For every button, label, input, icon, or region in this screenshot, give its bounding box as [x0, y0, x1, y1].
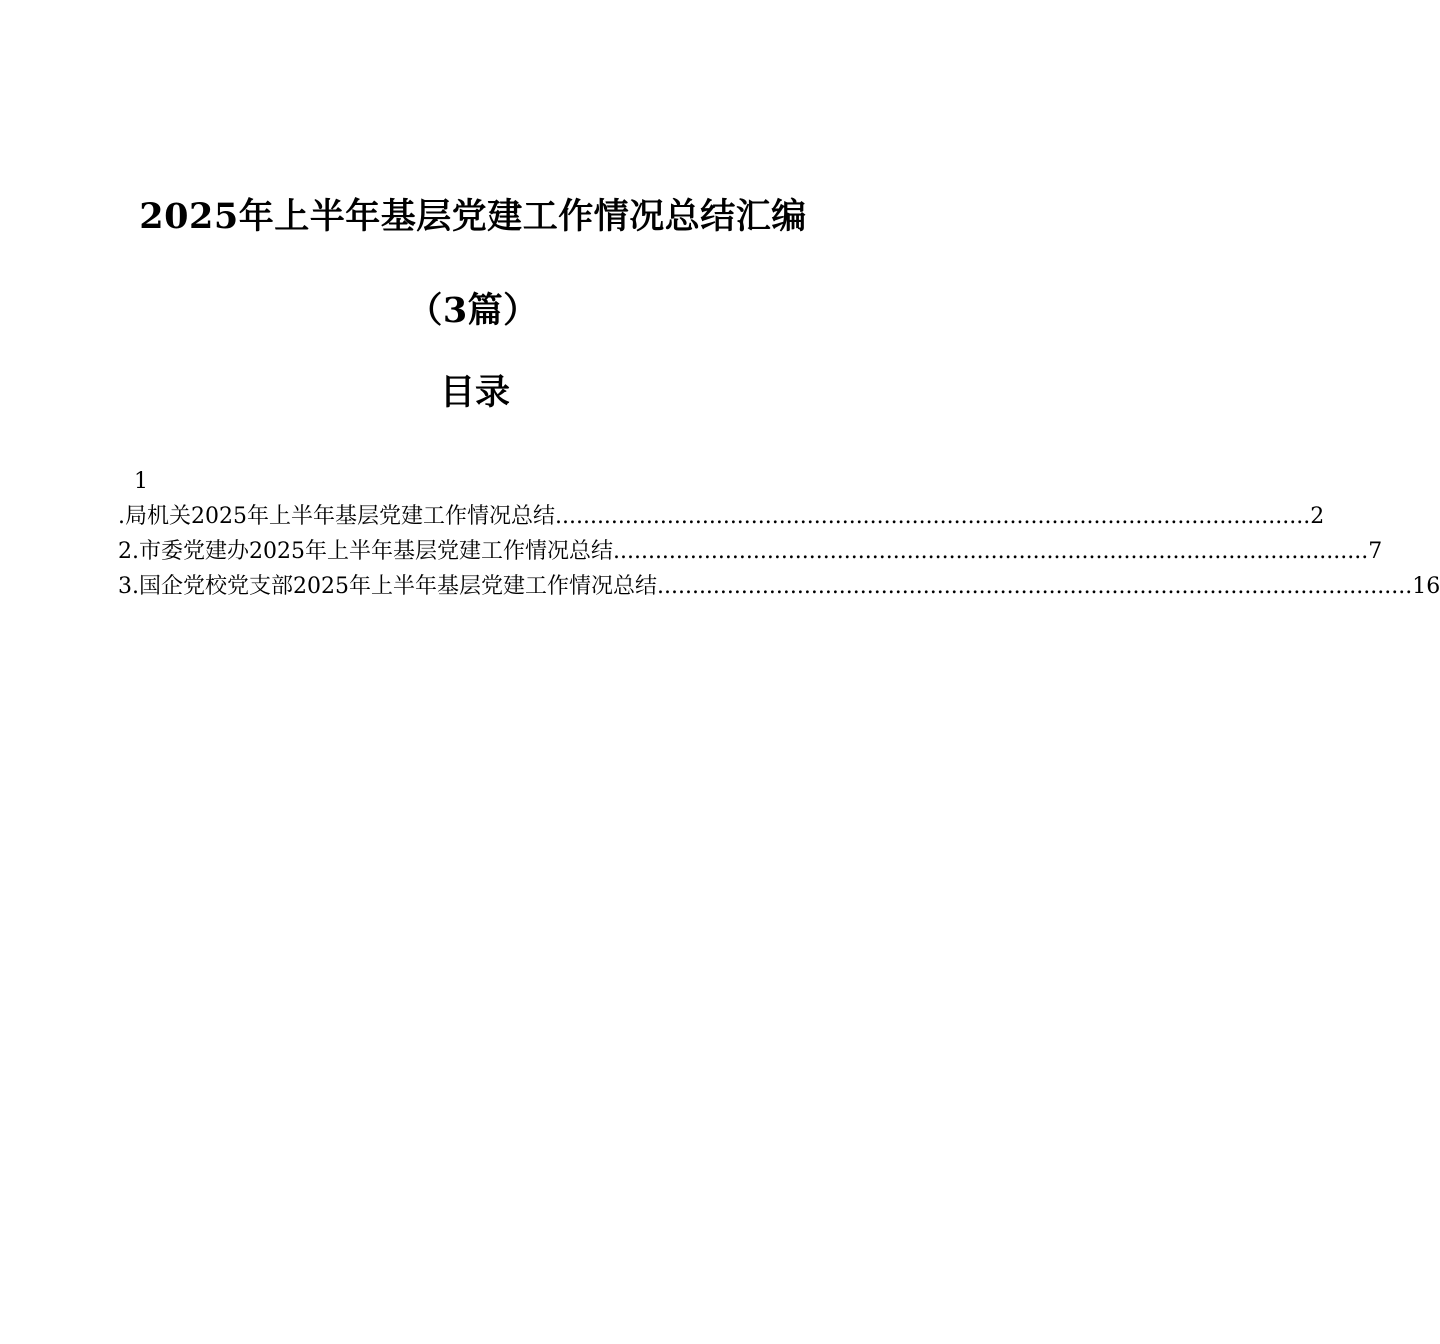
- toc-entry-1[interactable]: [118, 499, 1325, 534]
- toc-entry-2[interactable]: [118, 534, 1383, 569]
- toc-entry-page: 7: [1368, 539, 1383, 564]
- toc-entry-1-number: [118, 464, 798, 499]
- dot-leader: ............................................................................................................: [612, 539, 1369, 564]
- table-of-contents: [118, 464, 1440, 604]
- toc-entry-page: 16: [1412, 574, 1440, 599]
- toc-entry-title: 2.市委党建办2025年上半年基层党建工作情况总结: [118, 539, 613, 564]
- toc-entry-number: 1: [134, 469, 148, 494]
- dot-leader: ............................................................................................................: [656, 574, 1413, 599]
- toc-entry-title: 3.国企党校党支部2025年上半年基层党建工作情况总结: [118, 574, 657, 599]
- document-title: 2025年上半年基层党建工作情况总结汇编（3篇）: [139, 196, 807, 331]
- toc-entry-3[interactable]: [118, 569, 1440, 604]
- dot-leader: ............................................................................................................: [554, 504, 1311, 529]
- toc-entry-title: .局机关2025年上半年基层党建工作情况总结: [118, 504, 555, 529]
- toc-heading: 目录: [439, 372, 510, 413]
- toc-entry-page: 2: [1310, 504, 1325, 529]
